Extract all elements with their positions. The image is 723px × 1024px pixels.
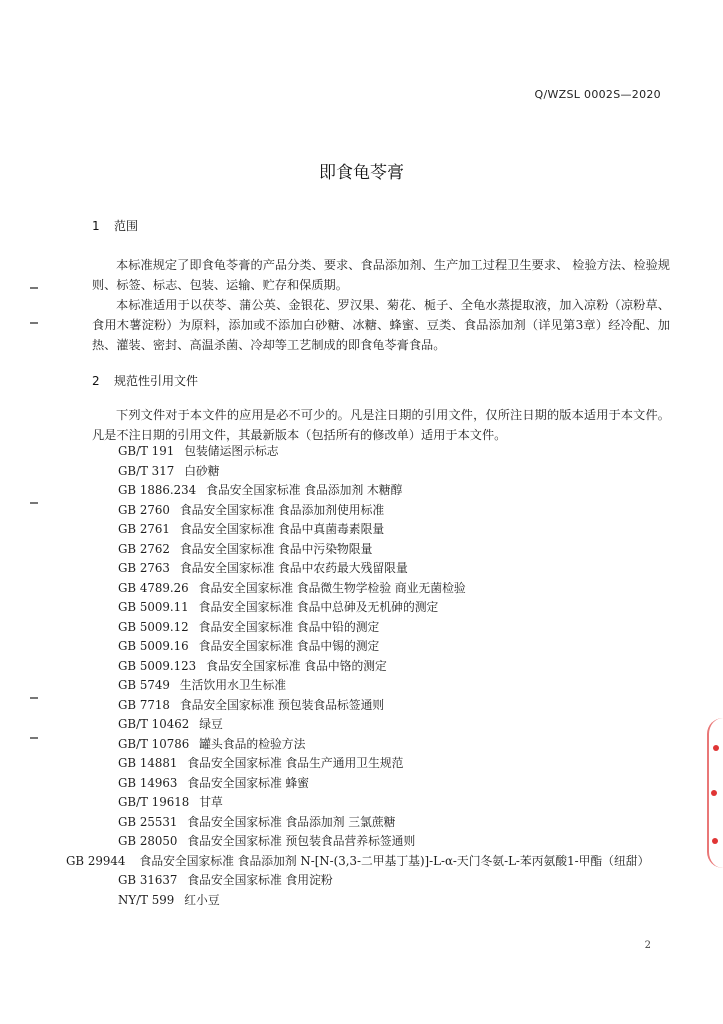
reference-item: GB 29944 食品安全国家标准 食品添加剂 N-[N-(3,3-二甲基丁基)]-L-α-天门冬氨-L-苯丙氨酸1-甲酯（纽甜） [66,853,650,868]
reference-item: GB 2761 食品安全国家标准 食品中真菌毒素限量 [118,522,385,536]
reference-item: GB/T 317 白砂糖 [118,463,220,478]
scope-paragraph-1: 本标准规定了即食龟苓膏的产品分类、要求、食品添加剂、生产加工过程卫生要求、 检验方法、检验规则、标签、标志、包装、运输、贮存和保质期。 [92,258,670,292]
scope-paragraph-2: 本标准适用于以茯苓、蒲公英、金银花、罗汉果、菊花、栀子、全龟水蒸提取液，加入凉粉（凉粉草、食用木薯淀粉）为原料，添加或不添加白砂糖、冰糖、蜂蜜、豆类、食品添加剂（详见第3章）经冷配、加热、灌装、密封、高温杀菌、冷却等工艺制成的即食龟苓膏食品。 [92,298,670,352]
reference-item: GB 5009.12 食品安全国家标准 食品中铅的测定 [118,619,380,634]
document-title: 即食龟苓膏 [319,163,404,183]
seal-stamp-mark [711,790,717,796]
section-2-number: 2 [92,374,100,388]
reference-item: GB 2762 食品安全国家标准 食品中污染物限量 [118,541,373,556]
page-number: 2 [644,940,651,951]
reference-item: GB 5009.123 食品安全国家标准 食品中铬的测定 [118,658,387,673]
standard-code: Q/WZSL 0002S—2020 [534,88,661,101]
reference-list [66,442,678,910]
reference-item: GB 14881 食品安全国家标准 食品生产通用卫生规范 [118,756,404,770]
reference-item: GB 2760 食品安全国家标准 食品添加剂使用标准 [118,502,385,517]
reference-item: GB 5009.11 食品安全国家标准 食品中总砷及无机砷的测定 [118,600,439,614]
reference-item: GB/T 191 包装储运图示标志 [118,444,279,458]
reference-item: GB 2763 食品安全国家标准 食品中农药最大残留限量 [118,561,408,575]
section-1-number: 1 [92,219,100,233]
reference-item: GB 5749 生活饮用水卫生标准 [118,678,287,692]
reference-item: GB 7718 食品安全国家标准 预包装食品标签通则 [118,697,385,712]
scan-mark [30,502,38,504]
seal-stamp-mark [713,745,719,751]
section-2-title: 规范性引用文件 [114,374,199,388]
section-1-title: 范围 [114,219,139,233]
seal-stamp-mark [712,838,718,844]
scan-mark [30,287,38,289]
scan-mark [30,322,38,324]
reference-item: GB 14963 食品安全国家标准 蜂蜜 [118,775,310,790]
section-2-heading [92,372,198,389]
reference-item: NY/T 599 红小豆 [118,892,220,907]
reference-item: GB 25531 食品安全国家标准 食品添加剂 三氯蔗糖 [118,814,396,829]
references-intro: 下列文件对于本文件的应用是必不可少的。凡是注日期的引用文件，仅所注日期的版本适用于本文件。凡是不注日期的引用文件，其最新版本（包括所有的修改单）适用于本文件。 [92,408,670,442]
reference-item: GB/T 10786 罐头食品的检验方法 [118,736,306,751]
reference-item: GB 1886.234 食品安全国家标准 食品添加剂 木糖醇 [118,483,403,497]
reference-item: GB 4789.26 食品安全国家标准 食品微生物学检验 商业无菌检验 [118,580,466,595]
scan-mark [30,697,38,699]
reference-item: GB/T 10462 绿豆 [118,717,223,731]
reference-item: GB 5009.16 食品安全国家标准 食品中锡的测定 [118,639,380,653]
reference-item: GB 31637 食品安全国家标准 食用淀粉 [118,873,333,887]
reference-item: GB/T 19618 甘草 [118,795,223,809]
reference-item: GB 28050 食品安全国家标准 预包装食品营养标签通则 [118,834,416,848]
section-1-heading [92,217,138,234]
scan-mark [30,737,38,739]
